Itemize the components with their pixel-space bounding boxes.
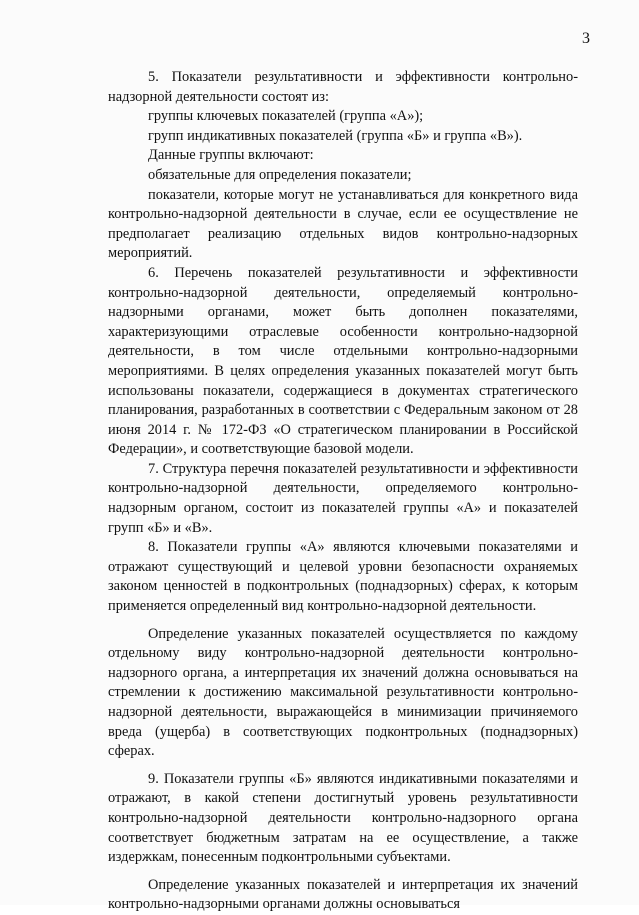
paragraph-8-definition: Определение указанных показателей осуществляется по каждому отдельному виду контрольно-надзорной деятельности контрольно-надзорного органа, а интерпретация их значений должна основываться на стремлении к достижению максимальной результативности контрольно-надзорной деятельности, выражающейся в минимизации причиняемого вреда (ущерба) в соответствующих подконтрольных (поднадзорных) сферах. (108, 625, 578, 760)
paragraph-groups-include: Данные группы включают: (148, 147, 314, 164)
paragraph-groups-b-c: групп индикативных показателей (группа «Б» и группа «В»). (148, 127, 523, 144)
page-number: 3 (582, 30, 590, 47)
paragraph-8: 8. Показатели группы «А» являются ключевыми показателями и отражают существующий и целевой уровни безопасности охраняемых законом ценностей в подконтрольных (поднадзорных) сферах, к которым применяется определенный вид контрольно-надзорной деятельности. (108, 539, 578, 615)
paragraph-9: 9. Показатели группы «Б» являются индикативными показателями и отражают, в какой степени достигнутый уровень результативности контрольно-надзорной деятельности контрольно-надзорного органа соответствует бюджетным затратам на ее осуществление, а также издержкам, понесенным подконтрольными субъектами. (108, 770, 578, 866)
paragraph-5: 5. Показатели результативности и эффективности контрольно-надзорной деятельности состоят из: (108, 69, 578, 105)
paragraph-9-definition: Определение указанных показателей и интерпретация их значений контрольно-надзорными органами должны основываться (108, 876, 578, 913)
paragraph-optional: показатели, которые могут не устанавливаться для конкретного вида контрольно-надзорной деятельности в случае, если ее осуществление не предполагает реализацию отдельных видов контрольно-надзорных мероприятий. (108, 186, 578, 262)
paragraph-7: 7. Структура перечня показателей результативности и эффективности контрольно-надзорной деятельности, определяемого контрольно-надзорным органом, состоит из показателей группы «А» и показателей групп «Б» и «В». (108, 460, 578, 536)
paragraph-6: 6. Перечень показателей результативности и эффективности контрольно-надзорной деятельности, определяемый контрольно-надзорными органами, может быть дополнен показателями, характеризующими отраслевые особенности контрольно-надзорной деятельности, в том числе отдельными контрольно-надзорными мероприятиями. В целях определения указанных показателей могут быть использованы показатели, содержащиеся в документах стратегического планирования, разработанных в соответствии с Федеральным законом от 28 июня 2014 г. № 172-ФЗ «О стратегическом планировании в Российской Федерации», и соответствующие базовой модели. (108, 264, 578, 458)
document-body (108, 68, 578, 915)
paragraph-group-a: группы ключевых показателей (группа «А»); (148, 108, 424, 125)
paragraph-mandatory: обязательные для определения показатели; (148, 166, 412, 183)
